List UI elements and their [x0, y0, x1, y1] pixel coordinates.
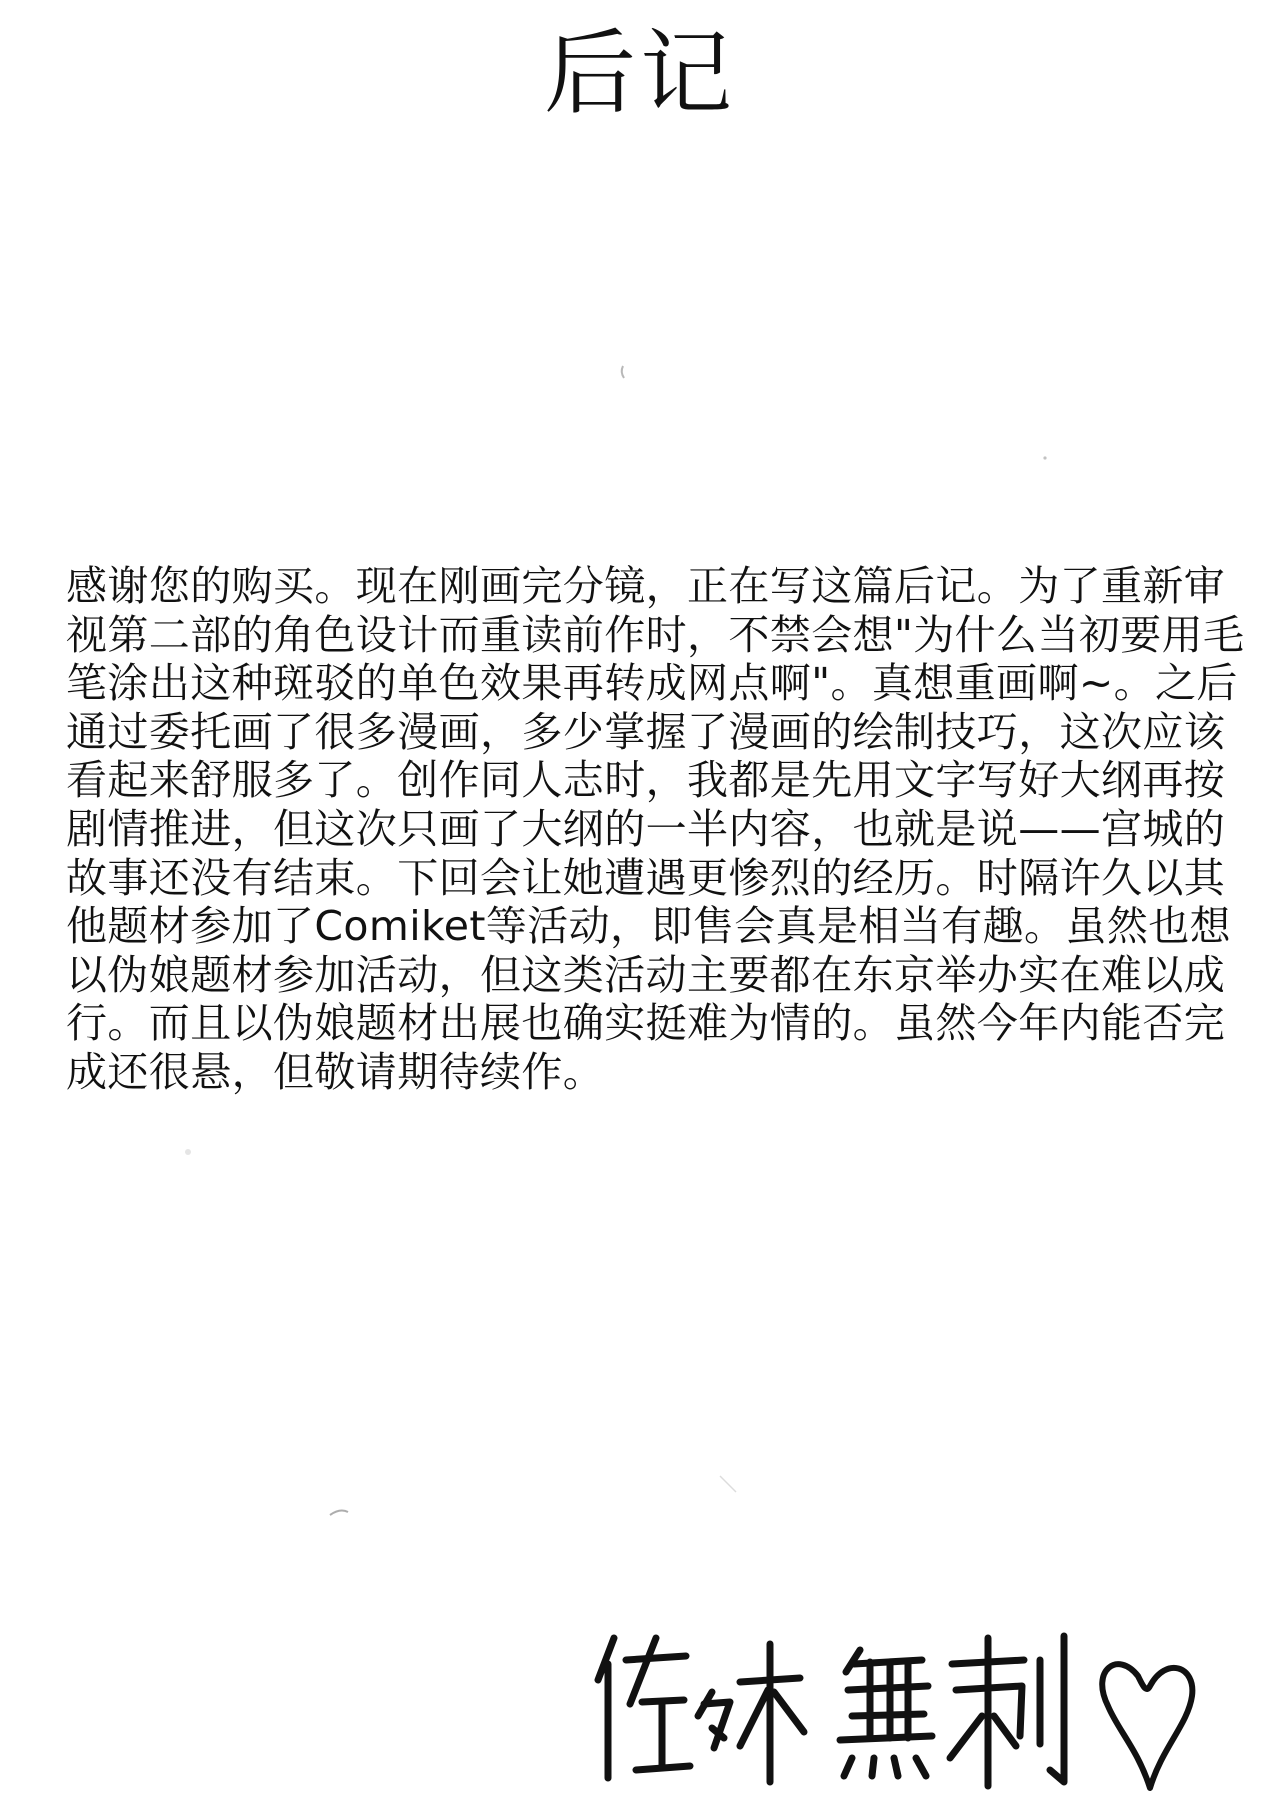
heart-icon — [1102, 1664, 1192, 1788]
afterword-body: 感谢您的购买。现在刚画完分镜，正在写这篇后记。为了重新审视第二部的角色设计而重读前作时，不禁会想"为什么当初要用毛笔涂出这种斑驳的单色效果再转成网点啊"。真想重画啊~。之后通过委托画了很多漫画，多少掌握了漫画的绘制技巧，这次应该看起来舒服多了。创作同人志时，我都是先用文字写好大纲再按剧情推进，但这次只画了大纲的一半内容，也就是说——宫城的故事还没有结束。下回会让她遭遇更惨烈的经历。时隔许久以其他题材参加了Comiket等活动，即售会真是相当有趣。虽然也想以伪娘题材参加活动，但这类活动主要都在东京举办实在难以成行。而且以伪娘题材出展也确实挺难为情的。虽然今年内能否完成还很悬，但敬请期待续作。 — [66, 562, 1245, 1096]
signature-drawing — [590, 1620, 1230, 1795]
author-signature — [590, 1620, 1230, 1795]
page-title: 后记 — [543, 20, 736, 127]
